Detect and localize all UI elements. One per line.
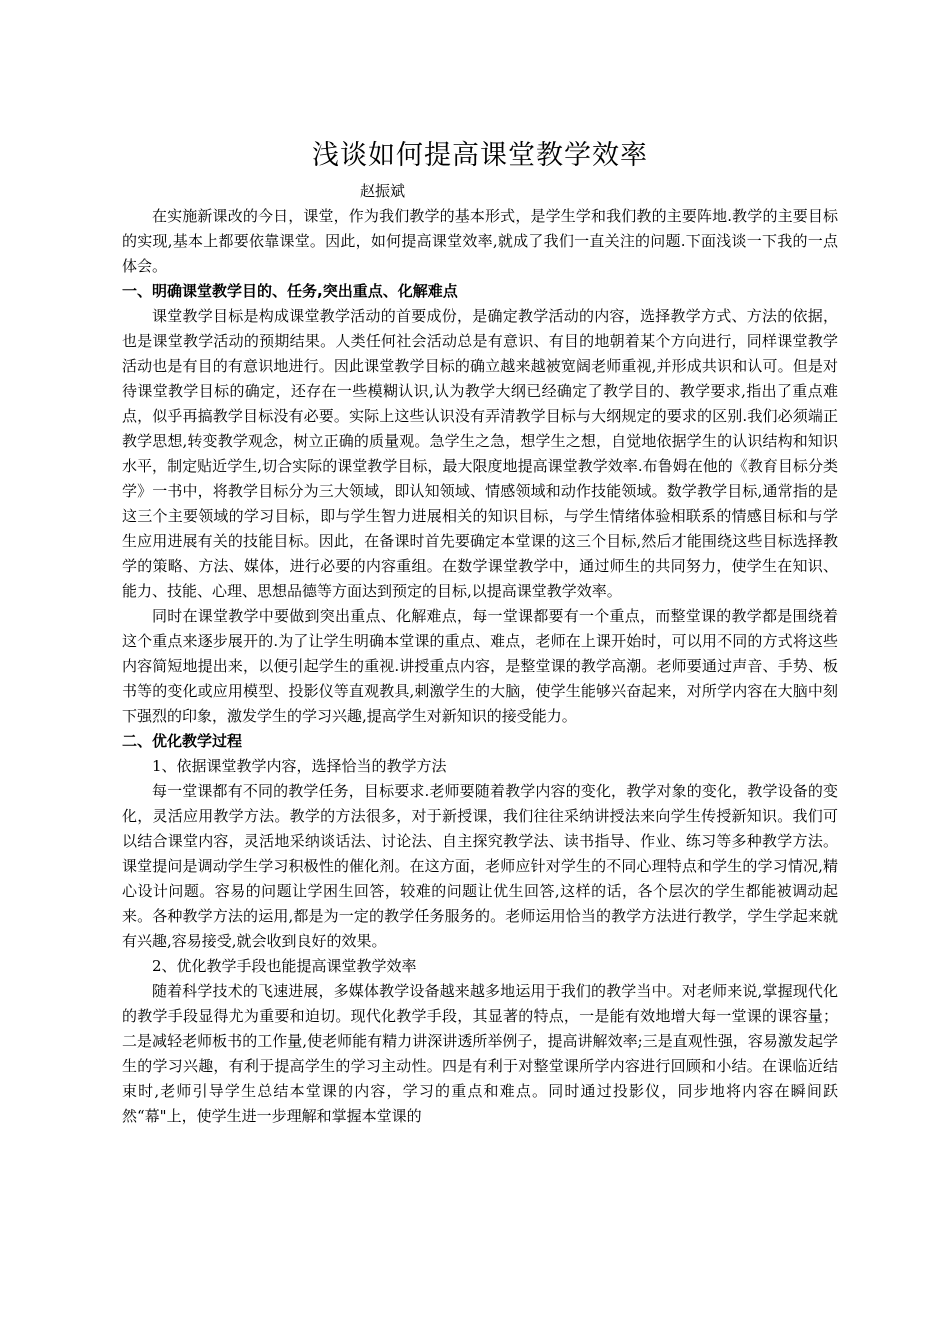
- subsection-2-1-heading: 1、依据课堂教学内容，选择恰当的教学方法: [152, 757, 447, 775]
- section-1-heading: 一、明确课堂教学目的、任务,突出重点、化解难点: [122, 282, 458, 300]
- section-2-paragraph-1: 每一堂课都有不同的教学任务，目标要求.老师要随着教学内容的变化，教学对象的变化，教学设备的变化，灵活应用教学方法。教学的方法很多，对于新授课，我们往往采纳讲授法来向学生传授新知识。我们可以结合课堂内容，灵活地采纳谈话法、讨论法、自主探究教学法、读书指导、作业、练习等多种教学方法。课堂提问是调动学生学习积极性的催化剂。在这方面，老师应针对学生的不同心理特点和学生的学习情况,精心设计问题。容易的问题让学困生回答，较难的问题让优生回答,这样的话，各个层次的学生都能被调动起来。各种教学方法的运用,都是为一定的教学任务服务的。老师运用恰当的教学方法进行教学，学生学起来就有兴趣,容易接受,就会收到良好的效果。: [122, 782, 838, 950]
- section-1-paragraph-1: 课堂教学目标是构成课堂教学活动的首要成份，是确定教学活动的内容，选择教学方式、方法的依据，也是课堂教学活动的预期结果。人类任何社会活动总是有意识、有目的地朝着某个方向进行，同样课堂教学活动也是有目的有意识地进行。因此课堂教学目标的确立越来越被宽阔老师重视,并形成共识和认可。但是对待课堂教学目标的确定，还存在一些模糊认识,认为教学大纲已经确定了教学目的、教学要求,指出了重点难点，似乎再搞教学目标没有必要。实际上这些认识没有弄清教学目标与大纲规定的要求的区别.我们必须端正教学思想,转变教学观念，树立正确的质量观。急学生之急，想学生之想，自觉地依据学生的认识结构和知识水平，制定贴近学生,切合实际的课堂教学目标，最大限度地提高课堂教学效率.布鲁姆在他的《教育目标分类学》一书中，将教学目标分为三大领域，即认知领域、情感领域和动作技能领域。数学教学目标,通常指的是这三个主要领域的学习目标，即与学生智力进展相关的知识目标，与学生情绪体验相联系的情感目标和与学生应用进展有关的技能目标。因此，在备课时首先要确定本堂课的这三个目标,然后才能围绕这些目标选择教学的策略、方法、媒体，进行必要的内容重组。在数学课堂教学中，通过师生的共同努力，使学生在知识、能力、技能、心理、思想品德等方面达到预定的目标,以提高课堂教学效率。: [122, 307, 838, 600]
- section-1-paragraph-2: 同时在课堂教学中要做到突出重点、化解难点，每一堂课都要有一个重点，而整堂课的教学都是围绕着这个重点来逐步展开的.为了让学生明确本堂课的重点、难点，老师在上课开始时，可以用不同的方式将这些内容简短地提出来，以便引起学生的重视.讲授重点内容，是整堂课的教学高潮。老师要通过声音、手势、板书等的变化或应用模型、投影仪等直观教具,刺激学生的大脑，使学生能够兴奋起来，对所学内容在大脑中刻下强烈的印象，激发学生的学习兴趣,提高学生对新知识的接受能力。: [122, 607, 838, 725]
- section-2-heading: 二、优化教学过程: [122, 732, 243, 750]
- document-page: [122, 138, 838, 1129]
- section-2-paragraph-2: 随着科学技术的飞速进展，多媒体教学设备越来越多地运用于我们的教学当中。对老师来说,掌握现代化的教学手段显得尤为重要和迫切。现代化教学手段，其显著的特点，一是能有效地增大每一堂课的课容量；二是减轻老师板书的工作量,使老师能有精力讲深讲透所举例子，提高讲解效率;三是直观性强，容易激发起学生的学习兴趣，有利于提高学生的学习主动性。四是有利于对整堂课所学内容进行回顾和小结。在课临近结束时,老师引导学生总结本堂课的内容，学习的重点和难点。同时通过投影仪，同步地将内容在瞬间跃然“幕"上，使学生进一步理解和掌握本堂课的: [122, 982, 838, 1125]
- document-title: 浅谈如何提高课堂教学效率: [312, 140, 648, 171]
- subsection-2-2-heading: 2、优化教学手段也能提高课堂教学效率: [152, 957, 417, 975]
- author-name: 赵振斌: [360, 182, 406, 200]
- intro-paragraph: 在实施新课改的今日，课堂，作为我们教学的基本形式，是学生学和我们教的主要阵地.教学的主要目标的实现,基本上都要依靠课堂。因此，如何提高课堂效率,就成了我们一直关注的问题.下面浅谈一下我的一点体会。: [122, 207, 838, 275]
